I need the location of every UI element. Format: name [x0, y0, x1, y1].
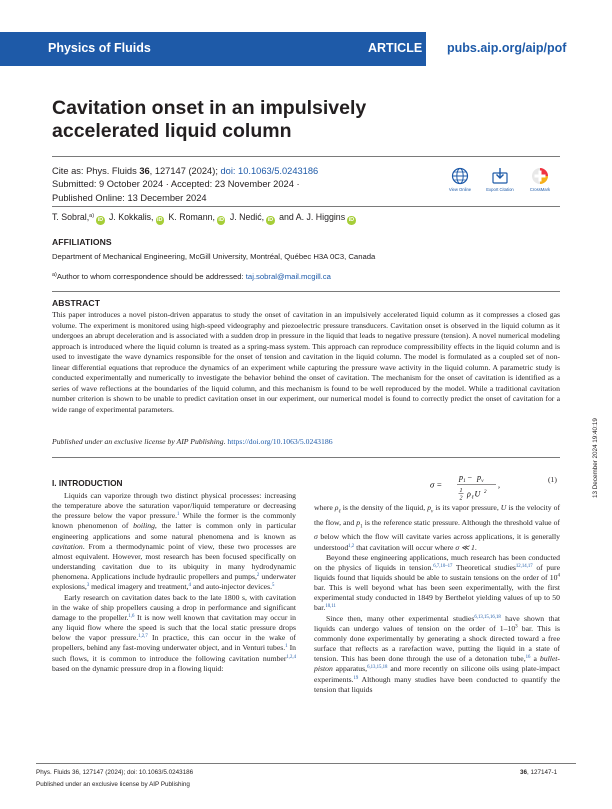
divider [52, 156, 560, 157]
divider [52, 206, 560, 207]
reference-link[interactable]: 16 [525, 655, 531, 661]
citation-block [52, 165, 318, 205]
reference-link[interactable]: 19 [353, 675, 359, 681]
orcid-icon[interactable]: iD [348, 217, 355, 223]
reference-link[interactable]: 5 [272, 583, 275, 589]
article-title: Cavitation onset in an impulsively accelerated liquid column [52, 97, 367, 142]
section-heading-introduction: I. INTRODUCTION [52, 478, 123, 488]
export-citation-label: Export Citation [486, 187, 514, 192]
orcid-icon[interactable]: iD [157, 217, 163, 223]
reference-link[interactable]: 1,2,4 [286, 654, 296, 660]
orcid-icon[interactable]: iD [218, 217, 224, 223]
journal-url-link[interactable]: pubs.aip.org/aip/pof [447, 41, 567, 55]
reference-link[interactable]: 12,14,17 [515, 563, 533, 569]
eq-half-den: 2 [459, 495, 463, 502]
submission-dates: Submitted: 9 October 2024 · Accepted: 23 November 2024 · [52, 179, 300, 190]
journal-url-box [423, 32, 612, 66]
cavitation-number-equation [430, 470, 540, 504]
license-doi-link[interactable]: https://doi.org/10.1063/5.0243186 [227, 437, 333, 446]
paragraph: Since then, many other experimental studies$^{6,13,15,16,18}$ have shown that liquids can undergo values of tension on the order of $1-10^3$ bar. This is commonly done experimentally by generating a shock directed toward a free surface that reflects as a rarefaction wave, putting the liquid in a state of tension. This has been done through the use of a detonation tube,$^{16}$ a bullet-piston apparatus,$^{6,13,15,18}$ and more recently on silicone oils using plate-impact experiments.$^{19}$ Although many studies have been conducted to quantify the tension that liquids [314, 613, 560, 694]
reference-link[interactable]: 1,2,7 [138, 634, 148, 640]
journal-banner [0, 32, 612, 66]
cite-rest: , 127147 (2024); [149, 166, 221, 176]
globe-icon [451, 167, 469, 185]
published-date: Published Online: 13 December 2024 [52, 192, 207, 203]
reference-link[interactable]: 2 [256, 573, 260, 579]
eq-u-sup: 2 [484, 490, 487, 495]
reference-link[interactable]: 1 [177, 512, 180, 518]
reference-link[interactable]: 1,6 [128, 613, 135, 619]
eq-numerator-p1-sub: 1 [463, 479, 466, 484]
eq-numerator-pv-sub: v [481, 479, 484, 484]
paragraph: where $\rho_\ell$ is the density of the liquid, $p_v$ is its vapor pressure, U is the velocity of the flow, and $p_1$ is the reference static pressure. Although the threshold value of σ below which the flow will cavitate varies across applications, it is generally understood$^{1,2}$ that cavitation will occur where σ ≪ 1. [314, 503, 561, 552]
footer-page: , 127147-1 [527, 769, 558, 776]
eq-minus: − [467, 473, 473, 482]
export-citation-button[interactable] [480, 167, 520, 192]
footer-license: Published under an exclusive license by AIP Publishing [36, 781, 190, 788]
crossmark-button[interactable] [520, 167, 560, 192]
doi-link[interactable]: doi: 10.1063/5.0243186 [220, 166, 319, 176]
affiliations-heading: AFFILIATIONS [52, 237, 112, 247]
eq-u: U [474, 489, 481, 499]
eq-lhs: σ = [430, 479, 443, 490]
right-column [314, 503, 560, 695]
author-list [52, 212, 358, 225]
eq-comma: , [498, 480, 500, 490]
left-column [52, 491, 296, 674]
license-text: Published under an exclusive license by AIP Publishing. [52, 437, 228, 446]
crossmark-label: CrossMark [529, 187, 551, 192]
view-online-label: View Online [448, 187, 472, 192]
author-name[interactable]: A. J. Higgins [295, 212, 346, 222]
journal-name[interactable]: Physics of Fluids [48, 41, 151, 55]
affiliation-text: Department of Mechanical Engineering, McGill University, Montréal, Québec H3A 0C3, Canada [52, 252, 376, 261]
cite-volume: 36 [139, 166, 150, 176]
crossmark-icon [531, 167, 549, 185]
section-label: ARTICLE [368, 41, 423, 55]
author-and: and [279, 212, 294, 222]
paragraph: Early research on cavitation dates back to the late 1800 s, with cavitation in the wake of ship propellers causing a drop in performance and significant damage to the propeller.$^{1,6}$ It is now well known that cavitation may occur in any liquid flow where the speed is such that the local static pressure drops below the vapor pressure.$^{1,2,7}$ In practice, this can occur in the wake of propellers, behind any fast-moving underwater object, and in Venturi tubes.$^1$ In such flows, it is common to introduce the following cavitation number$^{1,2,4}$ based on the dynamic pressure drop in a flowing liquid: [52, 592, 297, 673]
reference-link[interactable]: 1,2 [348, 543, 355, 549]
footer-page-id [520, 769, 557, 776]
author-name[interactable]: J. Kokkalis, [109, 212, 154, 222]
orcid-icon[interactable]: iD [267, 217, 274, 223]
reference-link[interactable]: 6,13,15,16,18 [474, 614, 501, 620]
footer-divider [36, 763, 576, 764]
download-timestamp: 13 December 2024 19:40:19 [592, 418, 599, 498]
orcid-icon[interactable]: iD [97, 217, 104, 223]
footer-citation: Phys. Fluids 36, 127147 (2024); doi: 10.1063/5.0243186 [36, 769, 194, 776]
author-name[interactable]: T. Sobral, [52, 212, 90, 222]
corr-text: Author to whom correspondence should be addressed: [56, 272, 246, 281]
cite-prefix: Cite as: Phys. Fluids [52, 166, 140, 176]
author-name[interactable]: J. Nedić, [229, 212, 265, 222]
reference-link[interactable]: 1 [285, 644, 288, 650]
export-citation-icon [491, 167, 509, 185]
reference-link[interactable]: 4 [188, 583, 191, 589]
corr-footnote-mark: a) [52, 272, 57, 278]
license-line [52, 437, 333, 446]
corr-email-link[interactable]: taj.sobral@mail.mcgill.ca [245, 272, 331, 281]
author-footnote-mark: a) [89, 213, 95, 219]
divider [52, 291, 560, 292]
author-name[interactable]: K. Romann, [168, 212, 215, 222]
reference-link[interactable]: 10,11 [325, 604, 336, 610]
eq-numerator-p1: p [459, 473, 463, 482]
divider [52, 457, 560, 458]
correspondence-note [52, 272, 331, 281]
reference-link[interactable]: 6,13,15,18 [367, 665, 388, 671]
abstract-heading: ABSTRACT [52, 298, 101, 308]
eq-numerator-pv: p [477, 473, 481, 482]
reference-link[interactable]: 3 [86, 583, 90, 589]
paragraph: Liquids can vaporize through two distinct physical processes: increasing the temperature above the saturation vapor/liquid temperature or decreasing the pressure below the vapor pressure.$^1$ While the former is the commonly known phenomenon of boiling, the latter is common only in particular engineering applications and some natural phenomena and is known as cavitation. From a thermodynamic point of view, these two processes are almost equivalent. However, most research has been focused specifically on understanding cavitation due to its ubiquity in many hydrodynamic phenomena. Applications include hydraulic propellers and pumps,$^2$ underwater explosions,$^3$ medical imagery and treatment,$^4$ and auto-injector devices.$^5$ [52, 491, 297, 592]
article-tools [440, 167, 560, 201]
reference-link[interactable]: 6,7,10–17 [433, 563, 453, 569]
equation-number: (1) [548, 475, 557, 484]
view-online-button[interactable] [440, 167, 480, 192]
eq-rho-sub: ℓ [471, 495, 474, 501]
eq-rho: ρ [467, 489, 471, 499]
paragraph: Beyond these engineering applications, much research has been conducted on the physics of liquids in tension.$^{6,7,10-17}$ Theoretical studies$^{12,14,17}$ of pure liquids found that liquids should be able to sustain tensions on the order of $10^4$ bar. This is well beyond what has been seen experimentally, with the first experimental study conducted in 1849 by Berthelot yielding values of up to 50 bar.$^{10,11}$ [314, 552, 560, 613]
footer-volume: 36 [520, 769, 528, 776]
eq-half-num: 1 [459, 488, 463, 494]
abstract-text: This paper introduces a novel piston-driven apparatus to study the onset of cavitation in an impulsively accelerated liquid column as it compresses a closed gas volume. The experiment is monitored using high-speed videography and piezoelectric pressure transducers. Cavitation onset is observed in the liquid column as it undergoes an abrupt deceleration and is associated with a sudden drop in pressure in the liquid that leads to negative pressure (tension). A novel numerical modeling approach is introduced where the liquid column is treated as a spring-mass system. This approach can reproduce compressibility effects in the liquid column and is used to investigate the wave dynamics responsible for the onset of tension and cavitation in the liquid column. The model is formulated as a coupled set of non-linear differential equations that reproduce the dynamics of an experiment while capturing the pressure wave activity in the liquid column. A parametric study is conducted experimentally and numerically to investigate the behavior behind the onset of cavitation. The mechanism for the onset of cavitation is identified as a series of wave reflections at the boundaries of the liquid column, and this mechanism is found to be well reproduced by the model. While a traditional cavitation number criterion is shown to be unable to predict cavitation onset in our experiment, our numerical model is found to correctly predict the onset of cavitation for a wide range of experimental parameters. [52, 310, 560, 414]
